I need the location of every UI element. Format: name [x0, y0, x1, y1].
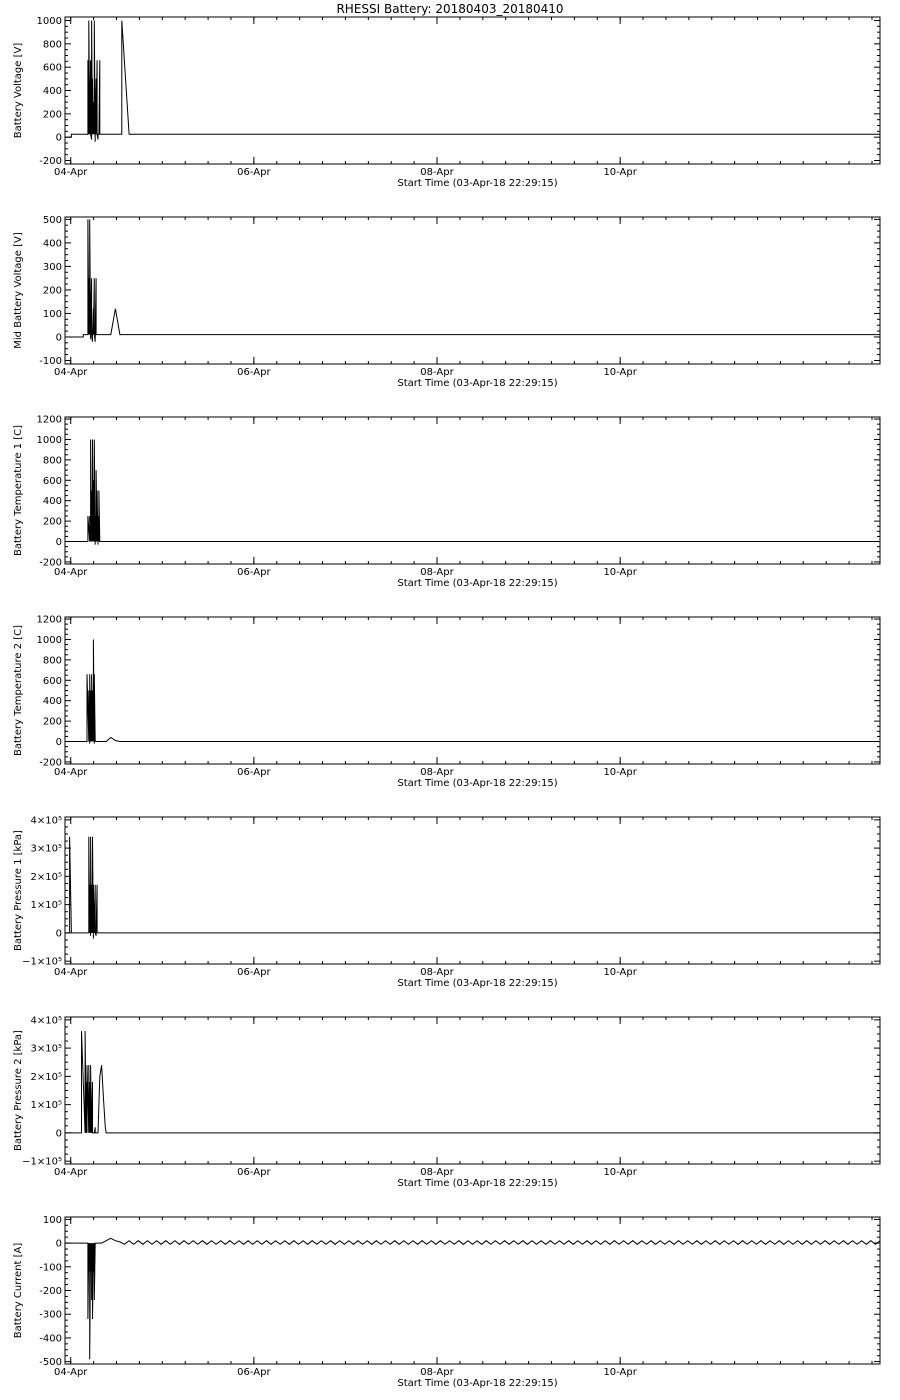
- x-tick-label: 06-Apr: [237, 367, 271, 378]
- x-tick-label: 04-Apr: [54, 767, 88, 778]
- y-tick-label: 1000: [36, 434, 62, 446]
- y-tick-label: −1×10⁵: [22, 956, 62, 968]
- y-tick-label: -100: [39, 355, 62, 367]
- x-tick-label: 04-Apr: [54, 367, 88, 378]
- y-tick-label: 0: [55, 737, 62, 749]
- y-tick-label: 500: [42, 214, 62, 226]
- x-tick-label: 08-Apr: [420, 167, 454, 178]
- y-tick-label: 600: [42, 62, 62, 74]
- x-tick-label: 06-Apr: [237, 1167, 271, 1178]
- y-tick-label: 200: [42, 109, 62, 121]
- y-tick-label: 200: [42, 285, 62, 297]
- x-tick-label: 08-Apr: [420, 967, 454, 978]
- y-tick-label: 100: [42, 308, 62, 320]
- y-tick-label: 2×10⁵: [30, 871, 62, 883]
- x-tick-label: 06-Apr: [237, 767, 271, 778]
- y-axis-label: Battery Current [A]: [13, 1242, 24, 1339]
- y-axis-label: Battery Temperature 2 [C]: [13, 624, 24, 757]
- x-tick-label: 10-Apr: [603, 567, 637, 578]
- y-tick-label: 1200: [36, 614, 62, 626]
- y-tick-label: 4×10⁵: [30, 815, 62, 827]
- x-axis-label: Start Time (03-Apr-18 22:29:15): [397, 178, 558, 189]
- y-axis-label: Mid Battery Voltage [V]: [13, 232, 24, 349]
- y-tick-label: 400: [42, 238, 62, 250]
- chart-panel-7: [13, 1215, 889, 1389]
- x-axis-label: Start Time (03-Apr-18 22:29:15): [397, 978, 558, 989]
- y-tick-label: -200: [39, 156, 62, 167]
- x-tick-label: 04-Apr: [54, 967, 88, 978]
- x-tick-label: 10-Apr: [603, 967, 637, 978]
- y-tick-label: 300: [42, 261, 62, 273]
- data-series-line: [65, 1238, 889, 1359]
- y-tick-label: -200: [39, 757, 62, 769]
- chart-panel-1: [13, 16, 880, 189]
- plot-frame: [65, 817, 880, 964]
- y-tick-label: 800: [42, 455, 62, 467]
- y-tick-label: 200: [42, 716, 62, 728]
- chart-panel-2: [13, 215, 880, 389]
- x-tick-label: 10-Apr: [603, 1167, 637, 1178]
- y-tick-label: 1000: [36, 634, 62, 646]
- y-axis-label: Battery Voltage [V]: [13, 42, 24, 139]
- figure-title: RHESSI Battery: 20180403_20180410: [336, 2, 564, 16]
- chart-panel-6: [13, 1015, 880, 1189]
- x-tick-label: 08-Apr: [420, 367, 454, 378]
- x-tick-label: 08-Apr: [420, 1167, 454, 1178]
- y-tick-label: 0: [55, 537, 62, 549]
- x-tick-label: 04-Apr: [54, 1167, 88, 1178]
- x-tick-label: 10-Apr: [603, 167, 637, 178]
- y-tick-label: 400: [42, 86, 62, 97]
- y-tick-label: 0: [55, 132, 62, 144]
- x-axis-label: Start Time (03-Apr-18 22:29:15): [397, 1378, 558, 1389]
- x-axis-label: Start Time (03-Apr-18 22:29:15): [397, 378, 558, 389]
- y-tick-label: 800: [42, 655, 62, 667]
- x-tick-label: 10-Apr: [603, 767, 637, 778]
- x-tick-label: 06-Apr: [237, 567, 271, 578]
- y-tick-label: 400: [42, 696, 62, 708]
- x-tick-label: 10-Apr: [603, 1367, 637, 1378]
- y-tick-label: -200: [39, 1286, 62, 1297]
- y-tick-label: 200: [42, 516, 62, 528]
- y-tick-label: 800: [42, 39, 62, 51]
- y-tick-label: 1×10⁵: [30, 900, 62, 912]
- plot-frame: [65, 217, 880, 364]
- plot-frame: [65, 17, 880, 164]
- y-tick-label: -400: [39, 1333, 62, 1345]
- y-tick-label: -200: [39, 557, 62, 569]
- y-tick-label: 600: [42, 675, 62, 687]
- x-tick-label: 08-Apr: [420, 1367, 454, 1378]
- y-tick-label: 0: [55, 1128, 62, 1140]
- y-tick-label: 1×10⁵: [30, 1100, 62, 1112]
- chart-panel-4: [13, 615, 880, 789]
- chart-panel-5: [13, 815, 880, 989]
- x-axis-label: Start Time (03-Apr-18 22:29:15): [397, 578, 558, 589]
- y-tick-label: 2×10⁵: [30, 1071, 62, 1083]
- y-tick-label: 0: [55, 928, 62, 940]
- y-tick-label: 400: [42, 496, 62, 508]
- x-axis-label: Start Time (03-Apr-18 22:29:15): [397, 778, 558, 789]
- y-axis-label: Battery Temperature 1 [C]: [13, 424, 24, 557]
- y-tick-label: 4×10⁵: [30, 1015, 62, 1027]
- x-tick-label: 06-Apr: [237, 967, 271, 978]
- y-tick-label: 1000: [36, 16, 62, 27]
- data-series-line: [65, 837, 880, 939]
- x-tick-label: 10-Apr: [603, 367, 637, 378]
- y-tick-label: 3×10⁵: [30, 1043, 62, 1055]
- y-tick-label: 600: [42, 475, 62, 487]
- x-axis-label: Start Time (03-Apr-18 22:29:15): [397, 1178, 558, 1189]
- x-tick-label: 08-Apr: [420, 567, 454, 578]
- y-tick-label: 100: [42, 1214, 62, 1226]
- x-tick-label: 06-Apr: [237, 167, 271, 178]
- data-series-line: [65, 219, 880, 341]
- data-series-line: [65, 640, 880, 744]
- plot-frame: [65, 1217, 880, 1364]
- plot-frame: [65, 1017, 880, 1164]
- data-series-line: [65, 21, 880, 142]
- x-tick-label: 04-Apr: [54, 167, 88, 178]
- x-tick-label: 04-Apr: [54, 567, 88, 578]
- y-tick-label: 0: [55, 332, 62, 344]
- y-tick-label: 3×10⁵: [30, 843, 62, 855]
- y-tick-label: 1200: [36, 414, 62, 426]
- x-tick-label: 06-Apr: [237, 1367, 271, 1378]
- y-tick-label: −1×10⁵: [22, 1156, 62, 1168]
- chart-panel-3: [13, 415, 880, 589]
- x-tick-label: 04-Apr: [54, 1367, 88, 1378]
- y-tick-label: -300: [39, 1309, 62, 1321]
- y-axis-label: Battery Pressure 2 [kPa]: [13, 1030, 24, 1151]
- data-series-line: [65, 440, 880, 545]
- y-tick-label: -500: [39, 1357, 62, 1369]
- x-tick-label: 08-Apr: [420, 767, 454, 778]
- y-axis-label: Battery Pressure 1 [kPa]: [13, 830, 24, 951]
- data-series-line: [65, 1031, 880, 1133]
- y-tick-label: 0: [55, 1238, 62, 1250]
- y-tick-label: -100: [39, 1262, 62, 1274]
